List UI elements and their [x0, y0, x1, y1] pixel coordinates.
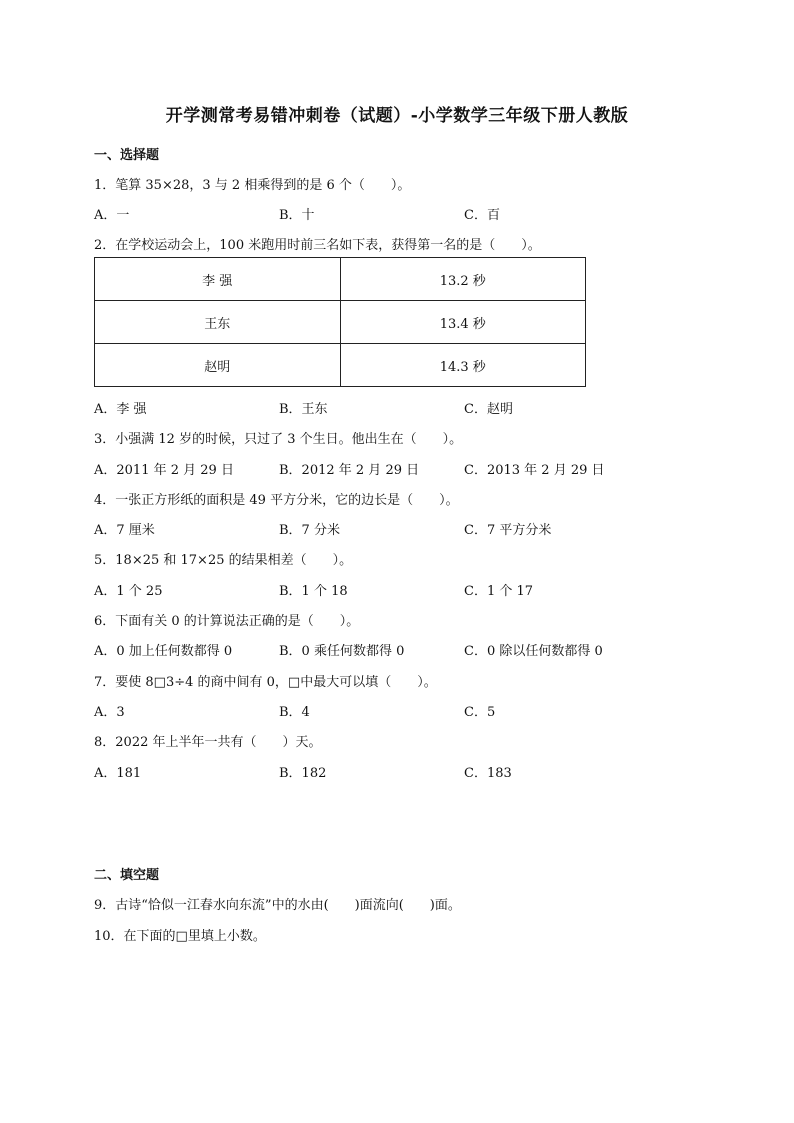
question-4: 4．一张正方形纸的面积是 49 平方分米，它的边长是（ ）。	[94, 493, 459, 508]
question-8: 8．2022 年上半年一共有（ ）天。	[94, 735, 322, 750]
q7-option-b: B．4	[279, 705, 310, 720]
q2-option-a: A．李 强	[94, 402, 147, 417]
table-cell-name: 王东	[95, 301, 341, 344]
q1-option-b: B．十	[279, 208, 315, 223]
question-9: 9．古诗“恰似一江春水向东流”中的水由( )面流向( )面。	[94, 898, 461, 913]
race-results-table	[94, 257, 586, 387]
q8-option-b: B．182	[279, 766, 327, 781]
table-row	[95, 344, 586, 387]
question-5: 5．18×25 和 17×25 的结果相差（ ）。	[94, 553, 353, 568]
q3-option-b: B．2012 年 2 月 29 日	[279, 463, 420, 478]
q6-option-a: A．0 加上任何数都得 0	[94, 644, 233, 659]
question-2: 2．在学校运动会上，100 米跑用时前三名如下表，获得第一名的是（ ）。	[94, 238, 541, 253]
q3-option-a: A．2011 年 2 月 29 日	[94, 463, 234, 478]
section-heading-choice: 一、选择题	[94, 148, 160, 163]
q8-option-a: A．181	[94, 766, 142, 781]
table-cell-time: 14.3 秒	[340, 344, 586, 387]
question-7: 7．要使 8□3÷4 的商中间有 0，□中最大可以填（ ）。	[94, 675, 437, 690]
q5-option-b: B．1 个 18	[279, 584, 348, 599]
question-3: 3．小强满 12 岁的时候，只过了 3 个生日。他出生在（ ）。	[94, 432, 463, 447]
q1-option-c: C．百	[464, 208, 500, 223]
q5-option-a: A．1 个 25	[94, 584, 163, 599]
q6-option-b: B．0 乘任何数都得 0	[279, 644, 405, 659]
q7-option-c: C．5	[464, 705, 496, 720]
q4-option-c: C．7 平方分米	[464, 523, 552, 538]
page-title: 开学测常考易错冲刺卷（试题）-小学数学三年级下册人教版	[165, 106, 629, 126]
table-row	[95, 258, 586, 301]
table-cell-time: 13.2 秒	[340, 258, 586, 301]
q2-option-b: B．王东	[279, 402, 328, 417]
question-1: 1．笔算 35×28，3 与 2 相乘得到的是 6 个（ ）。	[94, 178, 411, 193]
table-cell-time: 13.4 秒	[340, 301, 586, 344]
q4-option-a: A．7 厘米	[94, 523, 155, 538]
table-cell-name: 李 强	[95, 258, 341, 301]
question-10: 10．在下面的□里填上小数。	[94, 929, 266, 944]
question-6: 6．下面有关 0 的计算说法正确的是（ ）。	[94, 614, 360, 629]
q8-option-c: C．183	[464, 766, 512, 781]
section-heading-fill: 二、填空题	[94, 868, 160, 883]
q3-option-c: C．2013 年 2 月 29 日	[464, 463, 605, 478]
q2-option-c: C．赵明	[464, 402, 513, 417]
table-cell-name: 赵明	[95, 344, 341, 387]
q5-option-c: C．1 个 17	[464, 584, 534, 599]
table-row	[95, 301, 586, 344]
q1-option-a: A．一	[94, 208, 130, 223]
q7-option-a: A．3	[94, 705, 125, 720]
q6-option-c: C．0 除以任何数都得 0	[464, 644, 603, 659]
q4-option-b: B．7 分米	[279, 523, 340, 538]
